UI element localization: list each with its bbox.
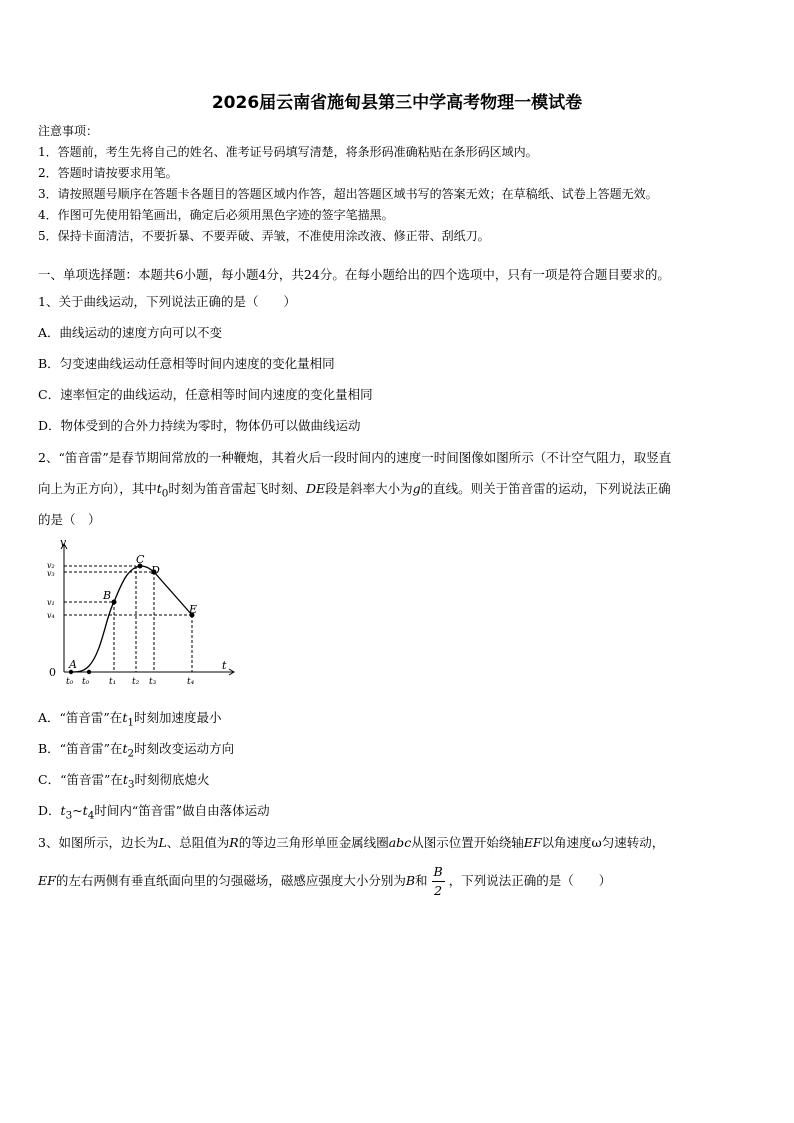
- page-title: 2026届云南省施甸县第三中学高考物理一模试卷: [211, 93, 583, 113]
- q3-text: 、总阻值为: [166, 835, 230, 850]
- q3-symbol: L: [158, 835, 167, 850]
- q2-subscript: 0: [161, 487, 169, 500]
- q2-option-c: [38, 770, 210, 791]
- q3-stem-line2: [38, 863, 611, 900]
- q3-symbol: B: [405, 873, 416, 888]
- point-label: D: [151, 564, 160, 577]
- q2-option-text: A．“笛音雷”在: [38, 710, 123, 725]
- note-item: 2．答题时请按要求用笔。: [38, 166, 178, 180]
- t-tick-label: t₁: [109, 677, 117, 687]
- q2-stem-line2: [38, 479, 671, 500]
- q2-subscript: 3: [65, 809, 73, 822]
- q1-stem: 1、关于曲线运动，下列说法正确的是（ ）: [38, 294, 296, 309]
- axis-label-v: v: [60, 538, 67, 549]
- q3-text: ，下列说法正确的是（ ）: [448, 873, 612, 888]
- q2-text: 的直线。则关于笛音雷的运动，下列说法正确: [420, 481, 671, 496]
- q2-option-text: 时间内“笛音雷”做自由落体运动: [94, 803, 270, 818]
- t-tick-label: t₀: [66, 677, 74, 687]
- q3-stem-line1: [38, 833, 664, 851]
- velocity-curve: [71, 566, 192, 672]
- axis-label-t: t: [222, 659, 227, 672]
- q1-option-b: B．匀变速曲线运动任意相等时间内速度的变化量相同: [38, 356, 335, 371]
- q3-text: 和: [415, 873, 428, 888]
- q2-text: 向上为正方向），其中: [38, 481, 157, 496]
- q2-option-text: 时刻改变运动方向: [134, 741, 235, 756]
- q3-symbol: EF: [38, 873, 56, 888]
- q2-option-text: 时刻加速度最小: [133, 710, 222, 725]
- q2-symbol-t: t: [122, 741, 128, 756]
- v-tick-label: v₂: [47, 561, 55, 570]
- origin-label: 0: [49, 666, 56, 679]
- v-tick-label: v₄: [47, 611, 55, 620]
- q3-symbol: R: [229, 835, 239, 850]
- q2-symbol-t: t: [122, 710, 128, 725]
- q2-symbol-de: DE: [305, 481, 326, 496]
- q3-text: 3、如图所示，边长为: [38, 835, 159, 850]
- fraction-numerator: B: [432, 863, 445, 882]
- note-item: 4．作图可先使用铅笔画出，确定后必须用黑色字迹的签字笔描黑。: [38, 208, 394, 222]
- notes-heading: 注意事项：: [38, 124, 99, 138]
- fraction-denominator: 2: [434, 883, 443, 898]
- q2-option-text: B．“笛音雷”在: [38, 741, 123, 756]
- q2-option-d: [38, 801, 270, 822]
- note-item: 3．请按照题号顺序在答题卡各题目的答题区域内作答，超出答题区域书写的答案无效；在草稿纸、试卷上答题无效。: [38, 187, 658, 201]
- q2-option-text: D．: [38, 803, 61, 818]
- t-tick-label: t₃: [149, 677, 157, 687]
- point-label: C: [136, 553, 145, 566]
- q1-option-c: C．速率恒定的曲线运动，任意相等时间内速度的变化量相同: [38, 387, 373, 402]
- q3-symbol: EF: [523, 835, 542, 850]
- q2-option-b: [38, 739, 234, 760]
- v-tick-label: v₁: [47, 598, 55, 607]
- q2-symbol-t: t: [82, 803, 88, 818]
- velocity-time-graph: [44, 538, 240, 688]
- q2-subscript: 4: [87, 809, 95, 822]
- q2-option-text: C．“笛音雷”在: [38, 772, 123, 787]
- q3-text: 从图示位置开始绕轴: [411, 835, 524, 850]
- q2-stem-line3: 的是（ ）: [38, 512, 101, 527]
- q3-symbol: abc: [388, 835, 412, 850]
- q1-option-d: D．物体受到的合外力持续为零时，物体仍可以做曲线运动: [38, 418, 361, 433]
- q2-option-text: ~: [72, 803, 83, 818]
- q3-text: 的等边三角形单匝金属线圈: [238, 835, 389, 850]
- q3-text: 的左右两侧有垂直纸面向里的匀强磁场，磁感应强度大小分别为: [55, 873, 406, 888]
- q2-stem-line1: 2、“笛音雷”是春节期间常放的一种鞭炮，其着火后一段时间内的速度一时间图像如图所示（不计空气阻力，取竖直: [38, 450, 672, 465]
- q2-text: 时刻为笛音雷起飞时刻、: [168, 481, 306, 496]
- point-label: E: [189, 603, 198, 616]
- curve-points: [69, 564, 198, 675]
- guide-lines: [64, 566, 192, 672]
- note-item: 1．答题前，考生先将自己的姓名、准考证号码填写清楚，将条形码准确粘贴在条形码区域内。: [38, 145, 538, 159]
- q2-subscript: 3: [127, 778, 135, 791]
- q2-symbol-t: t: [60, 803, 66, 818]
- fraction-b-over-2: [432, 863, 445, 900]
- q2-symbol-t: t: [156, 481, 162, 496]
- t-tick-label: t₂: [132, 677, 140, 687]
- q2-subscript: 1: [127, 716, 134, 729]
- v-tick-label: v₃: [47, 569, 55, 578]
- q2-text: 段是斜率大小为: [325, 481, 413, 496]
- q1-option-a: A．曲线运动的速度方向可以不变: [38, 325, 223, 340]
- point-label: A: [69, 658, 77, 671]
- q2-subscript: 2: [127, 747, 135, 760]
- q2-symbol-g: g: [412, 481, 421, 496]
- section-heading: 一、单项选择题：本题共6小题，每小题4分，共24分。在每小题给出的四个选项中，只有一项是符合题目要求的。: [38, 267, 670, 282]
- note-item: 5．保持卡面清洁，不要折暴、不要弄破、弄皱，不准使用涂改液、修正带、刮纸刀。: [38, 229, 490, 243]
- t-tick-label: t₀: [82, 677, 90, 687]
- q2-option-text: 时刻彻底熄火: [134, 772, 210, 787]
- q2-symbol-t: t: [122, 772, 128, 787]
- point-label: B: [103, 589, 112, 602]
- q2-option-a: [38, 708, 221, 729]
- q3-text: 以角速度ω匀速转动，: [541, 835, 665, 850]
- t-tick-label: t₄: [187, 677, 195, 687]
